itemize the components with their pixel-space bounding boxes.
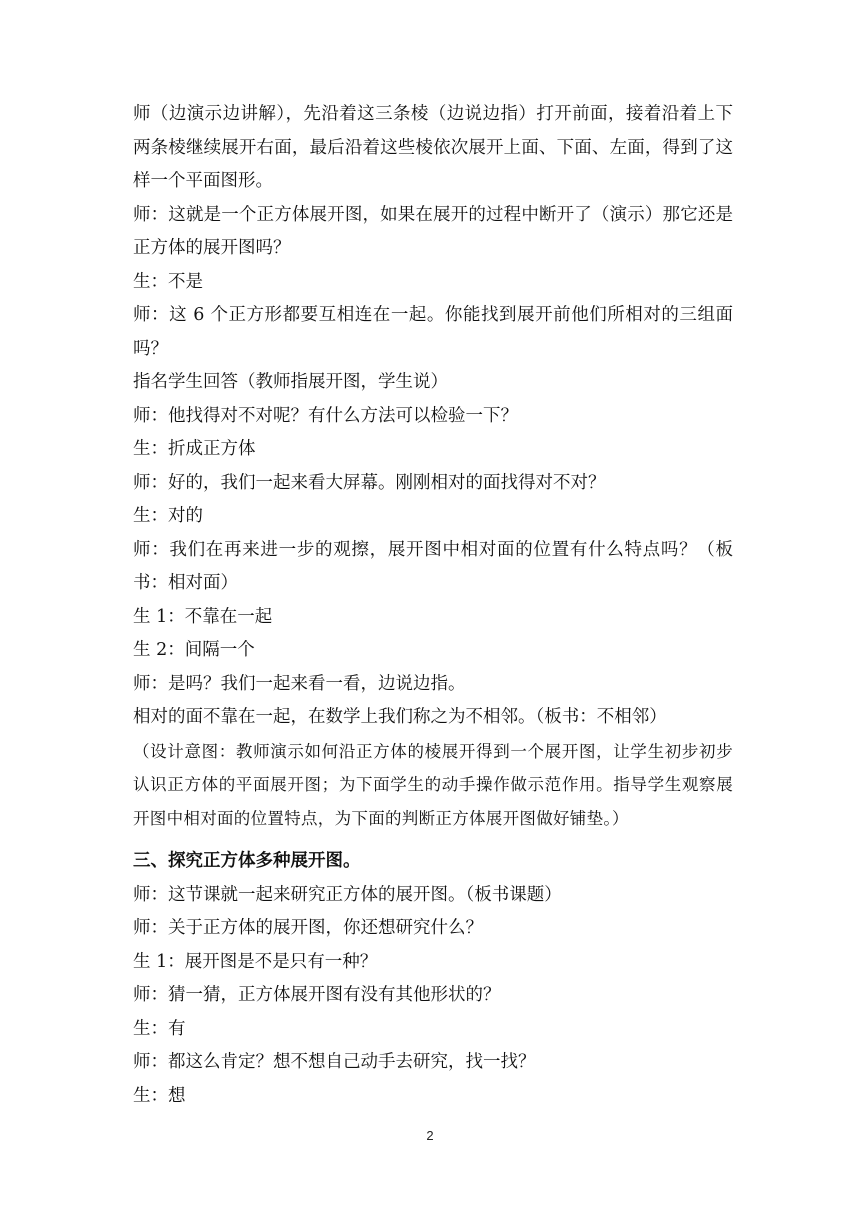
paragraph: 师：这 6 个正方形都要互相连在一起。你能找到展开前他们所相对的三组面吗？ (133, 305, 733, 359)
paragraph: 生：想 (133, 1085, 186, 1106)
paragraph: 师：这就是一个正方体展开图，如果在展开的过程中断开了（演示）那它还是正方体的展开图吗？ (133, 204, 733, 258)
paragraph: 生：折成正方体 (133, 439, 256, 459)
paragraph: 师：猜一猜，正方体展开图有没有其他形状的？ (133, 985, 501, 1005)
paragraph: 生：对的 (133, 506, 203, 526)
paragraph: 生 2：间隔一个 (133, 640, 255, 660)
paragraph: 师：是吗？我们一起来看一看，边说边指。 (133, 673, 466, 694)
paragraph: 生：不是 (133, 271, 203, 292)
paragraph: 相对的面不靠在一起，在数学上我们称之为不相邻。（板书：不相邻） (133, 707, 667, 727)
document-body (133, 98, 733, 1113)
paragraph: 指名学生回答（教师指展开图，学生说） (133, 372, 448, 392)
paragraph: 师：这节课就一起来研究正方体的展开图。（板书课题） (133, 884, 562, 905)
paragraph: 师：他找得对不对呢？有什么方法可以检验一下？ (133, 405, 518, 426)
paragraph: 师（边演示边讲解），先沿着这三条棱（边说边指）打开前面，接着沿着上下两条棱继续展开右面，最后沿着这些棱依次展开上面、下面、左面，得到了这样一个平面图形。 (133, 104, 733, 191)
paragraph: 生：有 (133, 1018, 186, 1039)
paragraph: 师：关于正方体的展开图，你还想研究什么？ (133, 918, 483, 938)
design-intent-note: （设计意图：教师演示如何沿正方体的棱展开得到一个展开图，让学生初步初步认识正方体的平面展开图；为下面学生的动手操作做示范作用。指导学生观察展开图中相对面的位置特点，为下面的判断正方体展开图做好铺垫。） (133, 741, 733, 828)
paragraph: 师：都这么肯定？想不想自己动手去研究，找一找？ (133, 1052, 536, 1072)
paragraph: 生 1：不靠在一起 (133, 606, 273, 627)
paragraph: 师：我们在再来进一步的观擦，展开图中相对面的位置有什么特点吗？（板书：相对面） (133, 539, 733, 593)
paragraph: 师：好的，我们一起来看大屏幕。刚刚相对的面找得对不对？ (133, 472, 606, 493)
page-number: 2 (426, 1128, 434, 1143)
section-heading: 三、探究正方体多种展开图。 (133, 851, 361, 871)
paragraph: 生 1：展开图是不是只有一种？ (133, 951, 378, 972)
